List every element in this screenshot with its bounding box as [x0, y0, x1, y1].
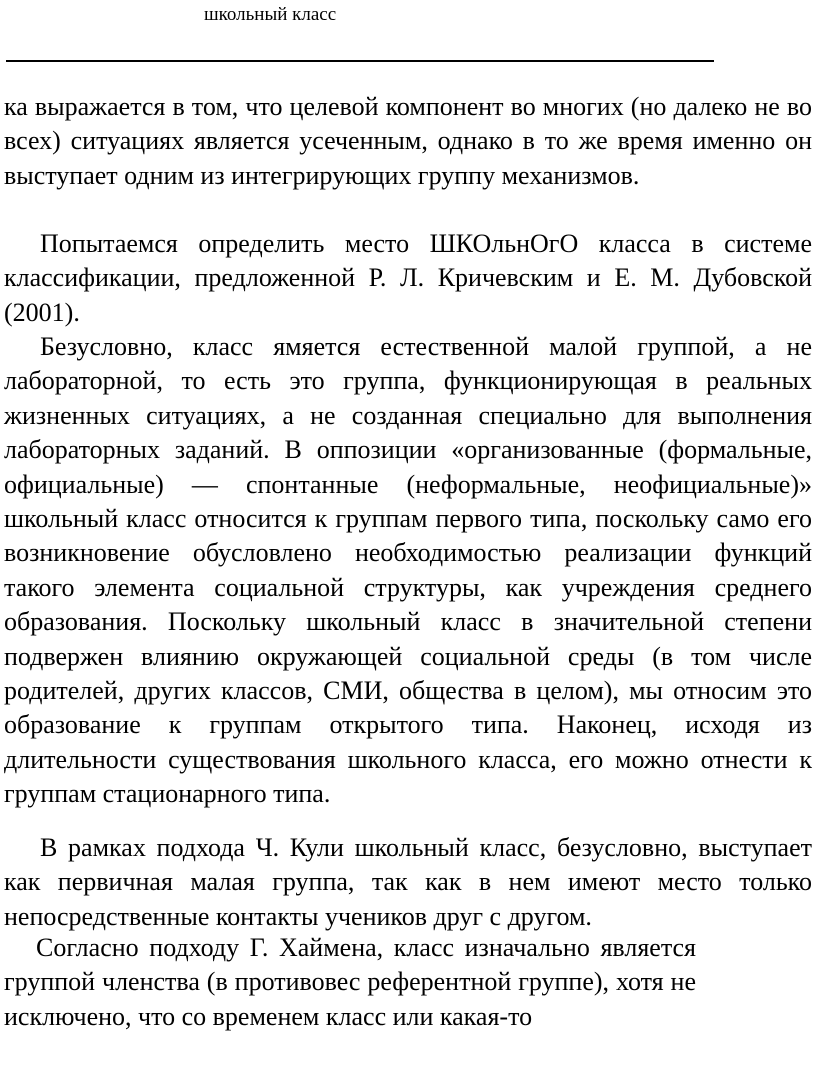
paragraph-natural-group: Безусловно, класс ямяется естественной малой группой, а не лабораторной, то есть это группа, функционирующая в реальных жизненных ситуациях, а не созданная специально для выполнения лабораторных заданий. В оппозиции «организованные (формальные, официальные) — спонтанные (неформальные, неофициальные)» школьный класс относится к группам первого типа, поскольку само его возникновение обусловлено необходимостью реализации функций такого элемента социальной структуры, как учреждения среднего образования. Поскольку школьный класс в значительной степени подвержен влиянию окружающей социальной среды (в том числе родителей, других классов, СМИ, общества в целом), мы относим это образование к группам открытого типа. Наконец, исходя из длительности существования школьного класса, его можно отнести к группам стационарного типа.: [4, 332, 812, 809]
paragraph-hyman: Согласно подходу Г. Хаймена, класс изначально является группой членства (в противовес референтной группе), хотя не исключено, что со временем класс или какая-то: [4, 933, 696, 1031]
header-divider: [6, 60, 714, 62]
running-header: школьный класс: [204, 4, 337, 25]
paragraph-classification: Попытаемся определить место ШКОльнОгО класса в системе классификации, предложенной Р. Л. Кричевским и Е. М. Дубовской (2001).: [4, 229, 812, 327]
paragraph-continuation: ка выражается в том, что целевой компонент во многих (но далеко не во всех) ситуациях является усеченным, однако в то же время именно он выступает одним из интегрирующих группу механизмов.: [4, 92, 812, 190]
paragraph-cooley: В рамках подхода Ч. Кули школьный класс, безусловно, выступает как первичная малая группа, так как в нем имеют место только непосредственные контакты учеников друг с другом.: [4, 833, 812, 931]
